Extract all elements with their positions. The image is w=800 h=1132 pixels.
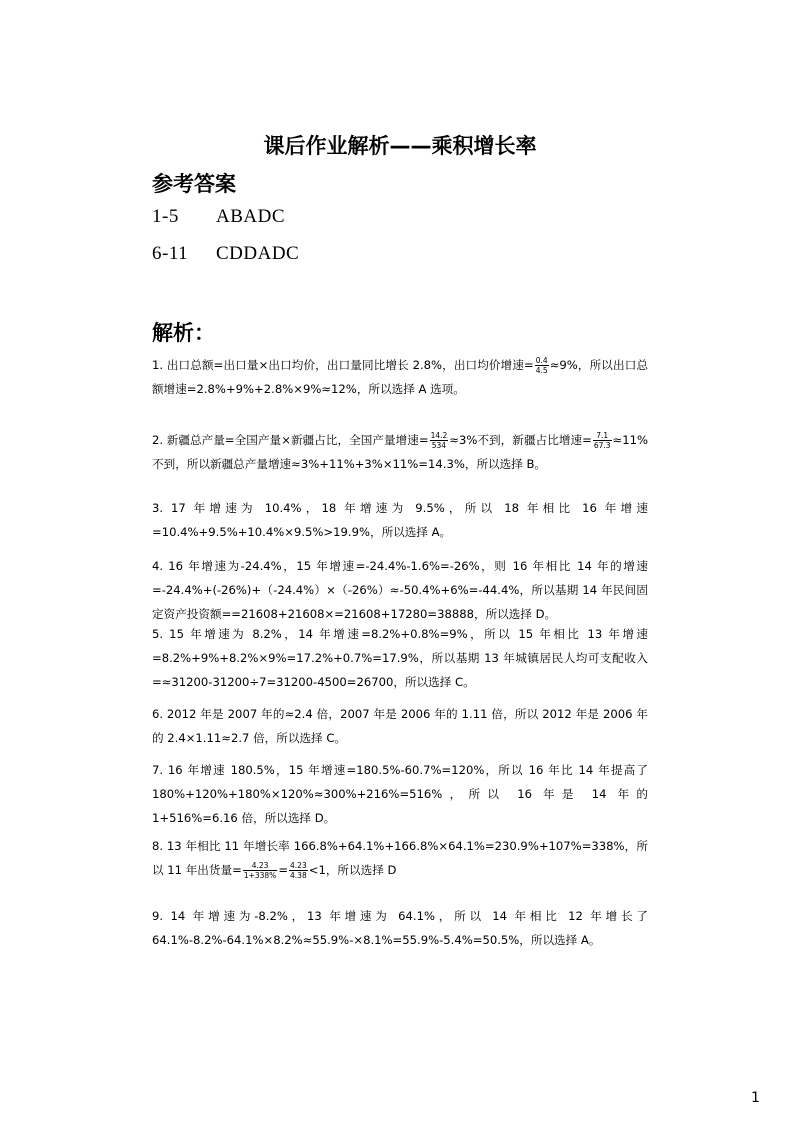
answer-row [152, 243, 299, 265]
fraction: $\frac{14.2}{534}$ [430, 431, 448, 450]
analysis-item-5: 5. 15 年增速为 8.2%，14 年增速=8.2%+0.8%=9%，所以 15 年相比 13 年增速=8.2%+9%+8.2%×9%=17.2%+0.7%=17.9%，所以基期 13 年城镇居民人均可支配收入=≈31200-31200÷7=31200-4500=26700，所以选择 C。 [152, 627, 648, 689]
answer-row [152, 206, 285, 228]
analysis-item-6: 6. 2012 年是 2007 年的≈2.4 倍，2007 年是 2006 年的 1.11 倍，所以 2012 年是 2006 年的 2.4×1.11≈2.7 倍，所以选择 C。 [152, 707, 648, 745]
answer-value: CDDADC [216, 243, 300, 264]
fraction: $\frac{7.1}{67.3}$ [593, 431, 611, 450]
answer-value: ABADC [216, 206, 286, 227]
answer-range: 6-11 [152, 243, 189, 264]
fraction: $\frac{4.23}{1+338\%}$ [243, 861, 277, 880]
analysis-item-2: 2. 新疆总产量=全国产量×新疆占比，全国产量增速= $\frac{14.2}{534}$ ≈3%不到，新疆占比增速= $\frac{7.1}{67.3}$ ≈11%不到，所以新疆总产量增速≈3%+11%+3%×11%=14.3%，所以选择 B。 [152, 431, 648, 471]
fraction: $\frac{4.23}{4.38}$ [290, 861, 307, 880]
fraction: $\frac{0.4}{4.5}$ [535, 356, 548, 375]
document-title: 课后作业解析——乘积增长率 [263, 134, 537, 158]
page-number: 1 [751, 1090, 760, 1106]
analysis-heading: 解析： [152, 321, 215, 345]
analysis-item-8: 8. 13 年相比 11 年增长率 166.8%+64.1%+166.8%×64.1%=230.9%+107%=338%，所以 11 年出货量= $\frac{4.23}{1+338\%}$ = $\frac{4.23}{4.38}$ <1，所以选择 D [152, 839, 648, 880]
answers-heading: 参考答案 [152, 172, 236, 196]
answer-range: 1-5 [152, 206, 179, 227]
analysis-item-4: 4. 16 年增速为-24.4%，15 年增速=-24.4%-1.6%=-26%，则 16 年相比 14 年的增速=-24.4%+(-26%)+（-24.4%）×（-26%）≈-50.4%+6%=-44.4%，所以基期 14 年民间固定资产投资额==21608+21608×=21608+17280=38888，所以选择 D。 [152, 559, 648, 621]
analysis-item-1: 1. 出口总额=出口量×出口均价，出口量同比增长 2.8%，出口均价增速= $\frac{0.4}{4.5}$ ≈9%，所以出口总额增速=2.8%+9%+2.8%×9%≈12%，所以选择 A 选项。 [152, 356, 648, 396]
analysis-item-9: 9. 14 年增速为-8.2%，13 年增速为 64.1%，所以 14 年相比 12 年增长了 64.1%-8.2%-64.1%×8.2%≈55.9%-×8.1%=55.9%-5.4%=50.5%，所以选择 A。 [152, 909, 648, 947]
analysis-item-3: 3. 17 年增速为 10.4%，18 年增速为 9.5%，所以 18 年相比 16 年增速=10.4%+9.5%+10.4%×9.5%>19.9%，所以选择 A。 [152, 501, 648, 539]
analysis-item-7: 7. 16 年增速 180.5%，15 年增速=180.5%-60.7%=120%，所以 16 年比 14 年提高了 180%+120%+180%×120%≈300%+216%=516%，所以 16 年是 14 年的 1+516%=6.16 倍，所以选择 D。 [152, 763, 648, 825]
